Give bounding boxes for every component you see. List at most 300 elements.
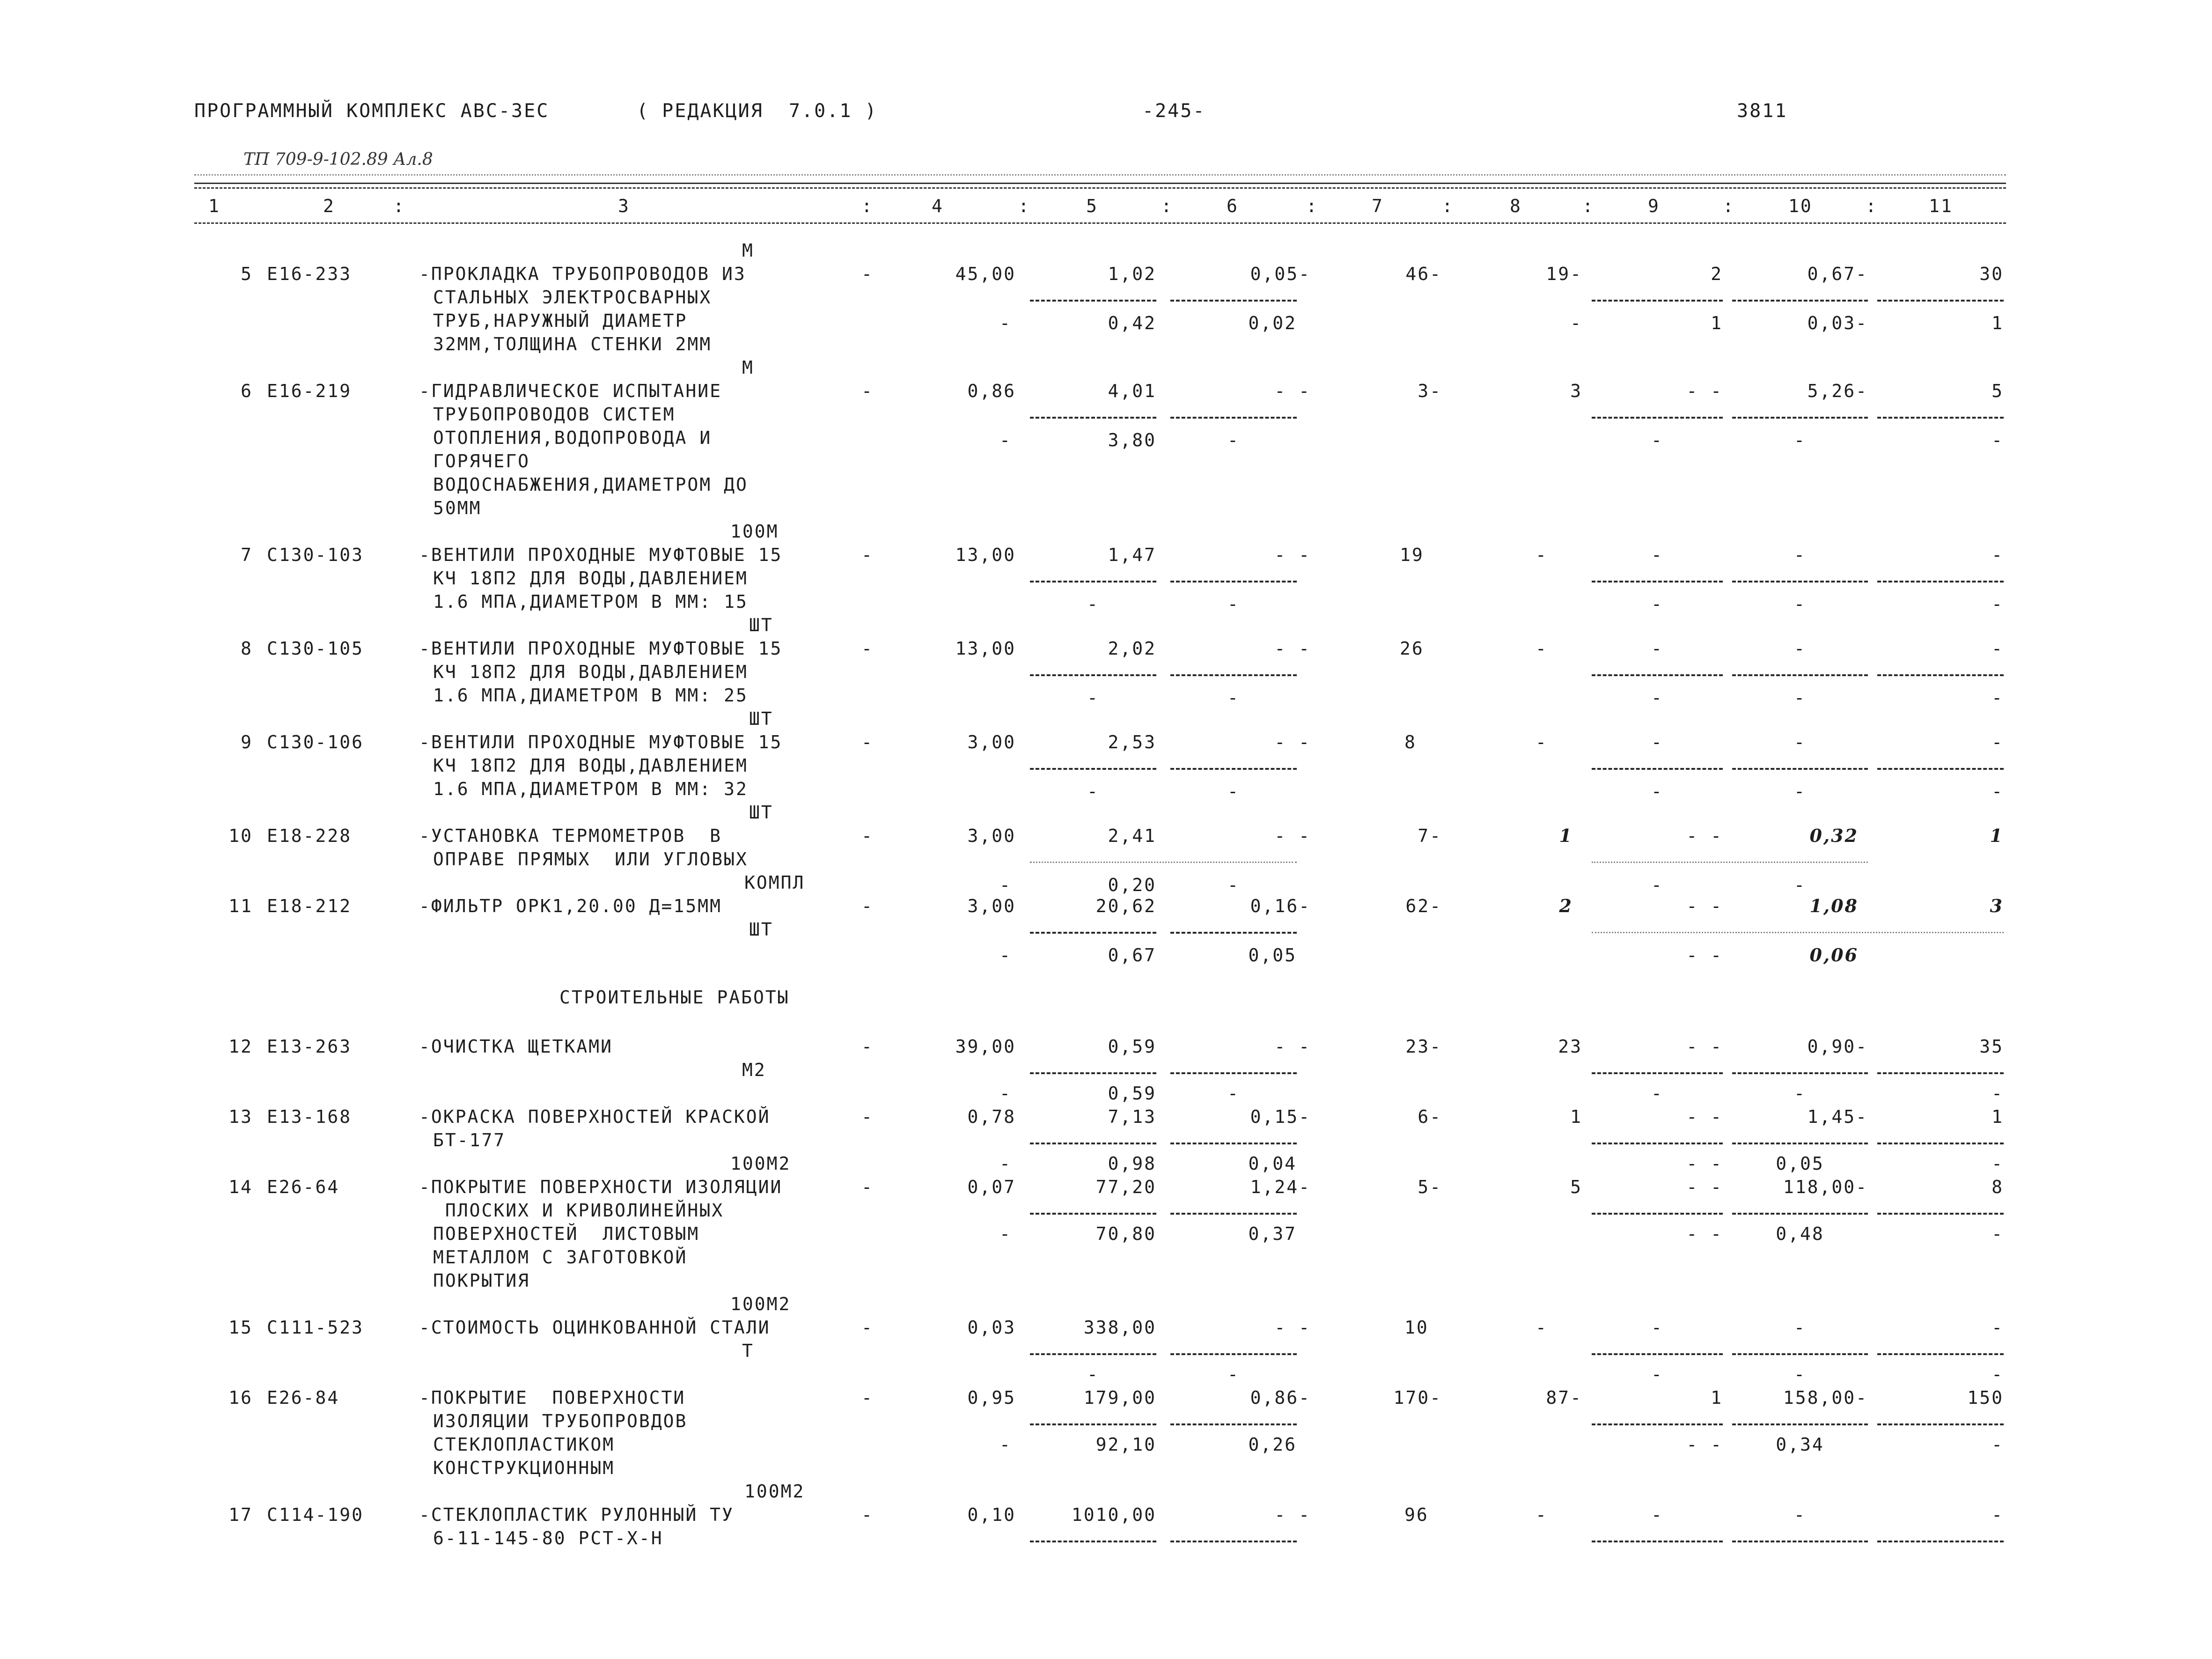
cell-underline: [1732, 1423, 1868, 1425]
cell-underline: [1592, 674, 1723, 676]
row-description: -ГИДРАВЛИЧЕСКОЕ ИСПЫТАНИЕ: [419, 381, 722, 401]
cell-c5: 0,59: [1108, 1036, 1156, 1057]
row-description: -ФИЛЬТР ОРК1,20.00 Д=15ММ: [419, 896, 722, 916]
cell-underline: [1030, 862, 1297, 863]
cell-c9: - -: [1686, 896, 1723, 916]
cell-c9-sub: 1: [1711, 313, 1723, 333]
cell-c6: 0,86-: [1250, 1387, 1311, 1408]
row-number: 14: [228, 1177, 253, 1197]
row-description: ВОДОСНАБЖЕНИЯ,ДИАМЕТРОМ ДО: [433, 474, 748, 495]
cell-c6-sub: 0,26: [1248, 1434, 1297, 1455]
col-10: 10: [1788, 196, 1813, 216]
row-code: С130-105: [267, 638, 364, 659]
cell-underline: [1877, 674, 2004, 676]
cell-quantity: 13,00: [955, 545, 1016, 565]
cell-c9-sub: -: [1651, 1364, 1663, 1385]
cell-c9: -: [1651, 638, 1663, 659]
cell-underline: [1592, 1213, 1723, 1215]
cell-c9: 1: [1711, 1387, 1723, 1408]
cell-dash: -: [861, 1387, 874, 1408]
page-number: -245-: [1142, 100, 1206, 122]
cell-c10: 1,08: [1809, 895, 1859, 916]
col-sep: :: [1018, 196, 1030, 216]
cell-quantity: 3,00: [967, 826, 1016, 846]
cell-c11: 1: [1990, 825, 2004, 846]
header-bottom-rule: [194, 222, 2006, 224]
cell-c8: 2: [1559, 895, 1573, 916]
cell-dash: -: [861, 381, 874, 401]
cell-dash: -: [861, 638, 874, 659]
col-1: 1: [208, 196, 220, 216]
cell-c11: -: [1992, 545, 2004, 565]
cell-c6-sub: 0,05: [1248, 945, 1297, 966]
cell-underline: [1592, 1423, 1723, 1425]
cell-dash: -: [999, 1224, 1012, 1244]
row-description: 1.6 МПА,ДИАМЕТРОМ В ММ: 32: [433, 779, 748, 799]
cell-c6: - -: [1274, 1317, 1311, 1338]
cell-c6-sub: 0,02: [1248, 313, 1297, 333]
unit-label: 100М2: [730, 1294, 791, 1314]
cell-underline: [1877, 1143, 2004, 1144]
cell-underline: [1170, 1143, 1297, 1144]
cell-c6-sub: -: [1227, 781, 1240, 802]
row-code: С130-106: [267, 732, 364, 752]
cell-underline: [1877, 581, 2004, 582]
cell-c6-sub: -: [1227, 1364, 1240, 1385]
edition-label: ( РЕДАКЦИЯ 7.0.1 ): [637, 100, 878, 122]
row-code: Е13-168: [267, 1106, 352, 1127]
cell-c5-sub: -: [1087, 781, 1099, 802]
cell-c8: -: [1536, 638, 1548, 659]
row-description: -СТОИМОСТЬ ОЦИНКОВАННОЙ СТАЛИ: [419, 1317, 771, 1338]
cell-c9-sub: -: [1651, 781, 1663, 802]
cell-c9-sub: -: [1651, 687, 1663, 708]
unit-label: Т: [742, 1341, 754, 1361]
cell-c9-sub: -: [1651, 1083, 1663, 1104]
cell-c11: 8: [1992, 1177, 2004, 1197]
cell-c9: -: [1651, 1504, 1663, 1525]
col-3: 3: [618, 196, 630, 216]
row-description: ТРУБОПРОВОДОВ СИСТЕМ: [433, 404, 676, 425]
cell-c11: 1: [1992, 1106, 2004, 1127]
col-6: 6: [1227, 196, 1239, 216]
cell-c5-sub: 0,59: [1108, 1083, 1156, 1104]
cell-quantity: 3,00: [967, 732, 1016, 752]
cell-c7: 96: [1404, 1504, 1429, 1525]
cell-c7: 46-: [1405, 264, 1442, 284]
row-description: ПОВЕРХНОСТЕЙ ЛИСТОВЫМ: [433, 1224, 700, 1244]
unit-label: ШТ: [749, 802, 773, 823]
cell-c5: 2,53: [1108, 732, 1156, 752]
cell-underline: [1877, 300, 2004, 302]
cell-c7: 3-: [1418, 381, 1442, 401]
cell-dash: -: [861, 896, 874, 916]
cell-quantity: 0,10: [967, 1504, 1016, 1525]
row-description: 32ММ,ТОЛЩИНА СТЕНКИ 2ММ: [433, 334, 712, 354]
cell-c10-sub: -: [1794, 875, 1806, 895]
cell-quantity: 0,95: [967, 1387, 1016, 1408]
cell-dash: -: [861, 545, 874, 565]
cell-c9: - -: [1686, 826, 1723, 846]
row-code: Е26-64: [267, 1177, 340, 1197]
cell-underline: [1592, 1143, 1723, 1144]
row-description: ТРУБ,НАРУЖНЫЙ ДИАМЕТР: [433, 310, 688, 331]
cell-c6-sub: -: [1227, 430, 1240, 450]
cell-dash: -: [999, 313, 1012, 333]
cell-dash: -: [861, 1106, 874, 1127]
cell-underline: [1877, 1423, 2004, 1425]
cell-c5: 1,47: [1108, 545, 1156, 565]
cell-dash: -: [999, 1083, 1012, 1104]
cell-underline: [1030, 1213, 1156, 1215]
cell-c10-sub: 0,34: [1776, 1434, 1824, 1455]
cell-c10: 0,67-: [1807, 264, 1868, 284]
cell-c6-sub: -: [1227, 1083, 1240, 1104]
cell-c8: 87-: [1546, 1387, 1582, 1408]
cell-underline: [1877, 768, 2004, 770]
cell-c11-sub: -: [1992, 430, 2004, 450]
unit-label: ШТ: [749, 615, 773, 635]
cell-underline: [1732, 300, 1868, 302]
program-title: ПРОГРАММНЫЙ КОМПЛЕКС АВС-3ЕС: [194, 100, 550, 122]
row-description: КЧ 18П2 ДЛЯ ВОДЫ,ДАВЛЕНИЕМ: [433, 755, 748, 776]
row-number: 17: [228, 1504, 253, 1525]
row-number: 5: [241, 264, 253, 284]
cell-c10-sub: 0,06: [1809, 944, 1859, 966]
cell-c9: -: [1651, 732, 1663, 752]
row-code: Е16-219: [267, 381, 352, 401]
cell-underline: [1170, 1423, 1297, 1425]
cell-underline: [1877, 1541, 2004, 1542]
row-description: СТАЛЬНЫХ ЭЛЕКТРОСВАРНЫХ: [433, 287, 712, 308]
cell-c11: 30: [1979, 264, 2004, 284]
cell-c9: -: [1651, 545, 1663, 565]
cell-c9: -: [1651, 1317, 1663, 1338]
row-code: Е13-263: [267, 1036, 352, 1057]
row-code: С111-523: [267, 1317, 364, 1338]
cell-c10-sub: 0,05: [1776, 1153, 1824, 1174]
row-description: -ПОКРЫТИЕ ПОВЕРХНОСТИ: [419, 1387, 686, 1408]
cell-c11-sub: -: [1992, 687, 2004, 708]
cell-c5-sub: 70,80: [1095, 1224, 1156, 1244]
row-number: 8: [241, 638, 253, 659]
cell-c7: 19: [1400, 545, 1424, 565]
cell-c10-sub: -: [1794, 430, 1806, 450]
cell-c10-sub: 0,48: [1776, 1224, 1824, 1244]
cell-underline: [1592, 1072, 1723, 1074]
cell-c5-sub: -: [1087, 594, 1099, 614]
cell-quantity: 45,00: [955, 264, 1016, 284]
cell-c10-sub: 0,03-: [1807, 313, 1868, 333]
col-sep: :: [1582, 196, 1595, 216]
cell-c6: - -: [1274, 826, 1311, 846]
row-number: 11: [228, 896, 253, 916]
cell-c11-sub: -: [1992, 1434, 2004, 1455]
cell-underline: [1170, 300, 1297, 302]
cell-c6-sub: 0,37: [1248, 1224, 1297, 1244]
cell-c10-sub: -: [1794, 1364, 1806, 1385]
row-description: 1.6 МПА,ДИАМЕТРОМ В ММ: 25: [433, 685, 748, 706]
cell-c10: 0,32: [1809, 825, 1859, 846]
cell-c9-sub: -: [1651, 875, 1663, 895]
cell-c8: -: [1536, 732, 1548, 752]
row-number: 9: [241, 732, 253, 752]
row-description: ПЛОСКИХ И КРИВОЛИНЕЙНЫХ: [433, 1200, 724, 1221]
cell-underline: [1732, 1541, 1868, 1542]
cell-c8: 1: [1559, 825, 1573, 846]
cell-underline: [1030, 1072, 1156, 1074]
cell-c6-sub: -: [1227, 594, 1240, 614]
cell-c10: 118,00-: [1783, 1177, 1868, 1197]
row-description: БТ-177: [433, 1130, 506, 1150]
cell-c6: - -: [1274, 638, 1311, 659]
cell-c11-sub: -: [1992, 1153, 2004, 1174]
cell-c11-sub: -: [1992, 1364, 2004, 1385]
table-top-rule-2: [194, 187, 2006, 189]
cell-c6: 1,24-: [1250, 1177, 1311, 1197]
col-sep: :: [1442, 196, 1454, 216]
cell-underline: [1732, 1072, 1868, 1074]
cell-c6-sub: -: [1227, 687, 1240, 708]
cell-underline: [1732, 1213, 1868, 1215]
cell-c5: 77,20: [1095, 1177, 1156, 1197]
cell-c5-sub: -: [1087, 1364, 1099, 1385]
cell-underline: [1732, 768, 1868, 770]
unit-label: ШТ: [749, 919, 773, 940]
cell-c10: 0,90-: [1807, 1036, 1868, 1057]
cell-c5-sub: 92,10: [1095, 1434, 1156, 1455]
col-8: 8: [1510, 196, 1522, 216]
cell-underline: [1592, 862, 1868, 863]
row-description: КЧ 18П2 ДЛЯ ВОДЫ,ДАВЛЕНИЕМ: [433, 662, 748, 682]
row-description: ОТОПЛЕНИЯ,ВОДОПРОВОДА И: [433, 428, 712, 448]
handwritten-reference: ТП 709-9-102.89 Ал.8: [243, 150, 433, 169]
cell-underline: [1170, 1072, 1297, 1074]
cell-underline: [1170, 581, 1297, 582]
row-description: ОПРАВЕ ПРЯМЫХ ИЛИ УГЛОВЫХ: [433, 849, 748, 870]
col-7: 7: [1372, 196, 1384, 216]
cell-underline: [1592, 932, 2004, 933]
cell-underline: [1170, 768, 1297, 770]
row-description: -ПОКРЫТИЕ ПОВЕРХНОСТИ ИЗОЛЯЦИИ: [419, 1177, 783, 1197]
cell-c10-sub: -: [1794, 687, 1806, 708]
col-sep: :: [393, 196, 405, 216]
cell-underline: [1170, 932, 1297, 934]
cell-underline: [1592, 581, 1723, 582]
row-number: 12: [228, 1036, 253, 1057]
col-2: 2: [323, 196, 335, 216]
cell-underline: [1877, 1213, 2004, 1215]
cell-c8: 1: [1570, 1106, 1582, 1127]
cell-c7: 170-: [1393, 1387, 1442, 1408]
row-description: МЕТАЛЛОМ С ЗАГОТОВКОЙ: [433, 1247, 688, 1268]
cell-c5: 2,41: [1108, 826, 1156, 846]
cell-dash: -: [999, 1153, 1012, 1174]
cell-dash: -: [861, 826, 874, 846]
row-description: -ОЧИСТКА ЩЕТКАМИ: [419, 1036, 613, 1057]
cell-c11: 150: [1967, 1387, 2004, 1408]
cell-quantity: 39,00: [955, 1036, 1016, 1057]
cell-dash: -: [999, 430, 1012, 450]
col-sep: :: [1866, 196, 1878, 216]
cell-dash: -: [861, 732, 874, 752]
cell-c6: 0,15-: [1250, 1106, 1311, 1127]
cell-underline: [1592, 768, 1723, 770]
cell-c9-sub: - -: [1686, 1153, 1723, 1174]
cell-c8-sub: -: [1570, 313, 1582, 333]
cell-dash: -: [861, 1177, 874, 1197]
cell-c8: -: [1536, 1504, 1548, 1525]
row-description: 6-11-145-80 РСТ-Х-Н: [433, 1528, 663, 1548]
cell-c10-sub: -: [1794, 1083, 1806, 1104]
unit-label: 100М2: [744, 1481, 805, 1502]
cell-underline: [1170, 1213, 1297, 1215]
cell-c10: -: [1794, 1317, 1806, 1338]
cell-underline: [1170, 674, 1297, 676]
cell-underline: [1170, 1541, 1297, 1542]
row-code: Е26-84: [267, 1387, 340, 1408]
row-code: С130-103: [267, 545, 364, 565]
cell-underline: [1732, 674, 1868, 676]
unit-label: КОМПЛ: [744, 872, 805, 893]
cell-c9-sub: - -: [1686, 1434, 1723, 1455]
cell-underline: [1732, 1353, 1868, 1355]
cell-c11: -: [1992, 1504, 2004, 1525]
unit-label: М: [742, 240, 754, 261]
cell-c9-sub: -: [1651, 430, 1663, 450]
row-description: СТЕКЛОПЛАСТИКОМ: [433, 1434, 615, 1455]
cell-c7: 6-: [1418, 1106, 1442, 1127]
cell-underline: [1030, 581, 1156, 582]
unit-label: М2: [742, 1060, 766, 1080]
cell-c8: -: [1536, 1317, 1548, 1338]
row-number: 7: [241, 545, 253, 565]
cell-underline: [1030, 417, 1156, 419]
row-description: ГОРЯЧЕГО: [433, 451, 530, 472]
row-description: -СТЕКЛОПЛАСТИК РУЛОННЫЙ ТУ: [419, 1504, 734, 1525]
cell-c6: - -: [1274, 381, 1311, 401]
cell-c5: 179,00: [1083, 1387, 1156, 1408]
cell-c11: -: [1992, 1317, 2004, 1338]
row-description: КОНСТРУКЦИОННЫМ: [433, 1458, 615, 1478]
cell-c7: 62-: [1405, 896, 1442, 916]
cell-underline: [1732, 581, 1868, 582]
cell-c7: 5-: [1418, 1177, 1442, 1197]
cell-underline: [1592, 1353, 1723, 1355]
row-description: -ВЕНТИЛИ ПРОХОДНЫЕ МУФТОВЫЕ 15: [419, 545, 783, 565]
cell-dash: -: [861, 1036, 874, 1057]
cell-c5-sub: 0,67: [1108, 945, 1156, 966]
row-code: Е18-212: [267, 896, 352, 916]
row-description: -ПРОКЛАДКА ТРУБОПРОВОДОВ ИЗ: [419, 264, 746, 284]
cell-c5: 1,02: [1108, 264, 1156, 284]
col-sep: :: [861, 196, 874, 216]
unit-label: М: [742, 357, 754, 378]
row-description: -ОКРАСКА ПОВЕРХНОСТЕЙ КРАСКОЙ: [419, 1106, 771, 1127]
cell-c6-sub: 0,04: [1248, 1153, 1297, 1174]
cell-c5: 20,62: [1095, 896, 1156, 916]
cell-underline: [1732, 1143, 1868, 1144]
row-number: 10: [228, 826, 253, 846]
unit-label: ШТ: [749, 708, 773, 729]
cell-underline: [1030, 1423, 1156, 1425]
cell-c6: - -: [1274, 545, 1311, 565]
cell-c8: 5: [1570, 1177, 1582, 1197]
cell-underline: [1030, 674, 1156, 676]
cell-underline: [1877, 417, 2004, 419]
cell-c5: 338,00: [1083, 1317, 1156, 1338]
col-sep: :: [1306, 196, 1318, 216]
row-description: -ВЕНТИЛИ ПРОХОДНЫЕ МУФТОВЫЕ 15: [419, 638, 783, 659]
cell-c10: -: [1794, 732, 1806, 752]
cell-c6: - -: [1274, 732, 1311, 752]
cell-c10: 5,26-: [1807, 381, 1868, 401]
col-4: 4: [932, 196, 944, 216]
cell-underline: [1030, 1143, 1156, 1144]
row-description: -УСТАНОВКА ТЕРМОМЕТРОВ В: [419, 826, 722, 846]
cell-c11: -: [1992, 638, 2004, 659]
cell-c9: - -: [1686, 1106, 1723, 1127]
col-5: 5: [1086, 196, 1098, 216]
cell-c5-sub: 3,80: [1108, 430, 1156, 450]
col-sep: :: [1723, 196, 1735, 216]
cell-dash: -: [999, 875, 1012, 895]
section-heading: СТРОИТЕЛЬНЫЕ РАБОТЫ: [559, 987, 790, 1008]
col-11: 11: [1929, 196, 1953, 216]
cell-underline: [1030, 1541, 1156, 1542]
cell-underline: [1170, 417, 1297, 419]
cell-c5: 2,02: [1108, 638, 1156, 659]
cell-c9-sub: -: [1651, 594, 1663, 614]
cell-c11: 35: [1979, 1036, 2004, 1057]
cell-underline: [1030, 1353, 1156, 1355]
cell-c11: -: [1992, 732, 2004, 752]
row-description: 50ММ: [433, 498, 482, 518]
cell-c5-sub: 0,98: [1108, 1153, 1156, 1174]
cell-quantity: 13,00: [955, 638, 1016, 659]
cell-c11-sub: -: [1992, 1224, 2004, 1244]
row-description: КЧ 18П2 ДЛЯ ВОДЫ,ДАВЛЕНИЕМ: [433, 568, 748, 589]
cell-quantity: 3,00: [967, 896, 1016, 916]
cell-quantity: 0,03: [967, 1317, 1016, 1338]
cell-dash: -: [999, 945, 1012, 966]
cell-c11-sub: 1: [1992, 313, 2004, 333]
cell-c10: -: [1794, 638, 1806, 659]
cell-c7: 7-: [1418, 826, 1442, 846]
table-top-rule: [194, 183, 2006, 184]
cell-c6: 0,05-: [1250, 264, 1311, 284]
cell-c11-sub: -: [1992, 594, 2004, 614]
cell-underline: [1592, 417, 1723, 419]
cell-underline: [1732, 417, 1868, 419]
cell-c10: 1,45-: [1807, 1106, 1868, 1127]
cell-underline: [1030, 300, 1156, 302]
cell-c6: - -: [1274, 1036, 1311, 1057]
cell-c10-sub: -: [1794, 594, 1806, 614]
row-number: 15: [228, 1317, 253, 1338]
cell-quantity: 0,86: [967, 381, 1016, 401]
cell-dash: -: [861, 1317, 874, 1338]
cell-c11: 5: [1992, 381, 2004, 401]
cell-c5-sub: -: [1087, 687, 1099, 708]
cell-underline: [1877, 1072, 2004, 1074]
cell-c5: 1010,00: [1071, 1504, 1156, 1525]
row-code: Е18-228: [267, 826, 352, 846]
cell-c6: 0,16-: [1250, 896, 1311, 916]
cell-c9: - -: [1686, 381, 1723, 401]
cell-dash: -: [999, 1434, 1012, 1455]
row-code: Е16-233: [267, 264, 352, 284]
